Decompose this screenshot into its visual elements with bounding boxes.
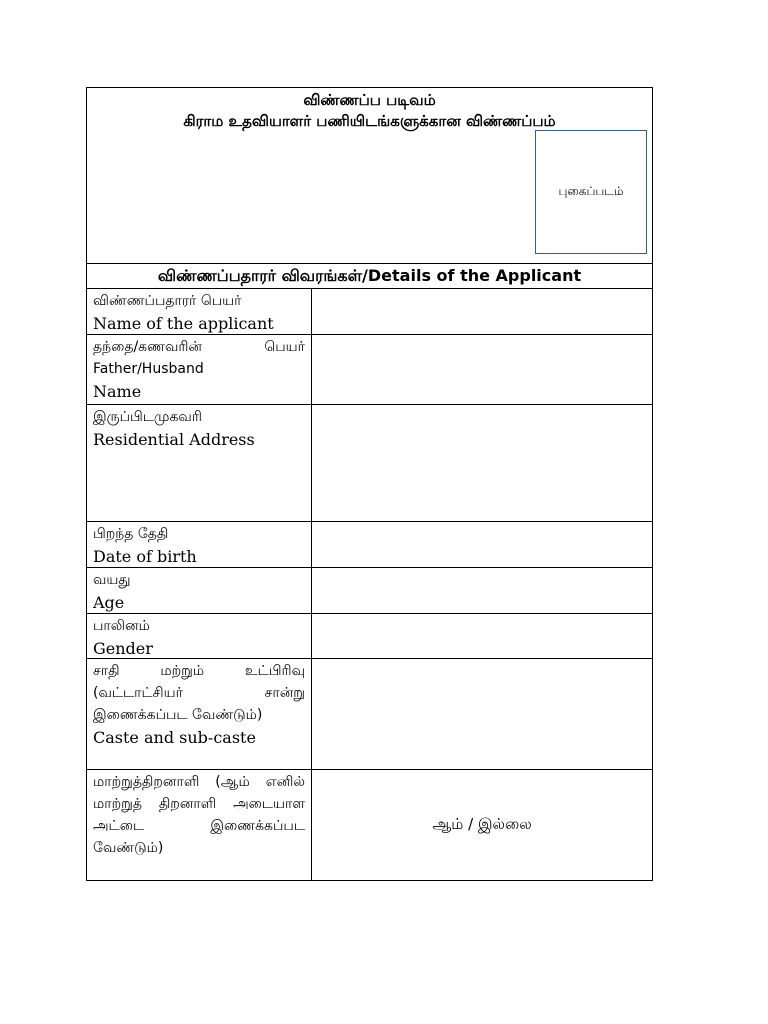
gender-field[interactable] [312,614,652,658]
form-title: விண்ணப்ப படிவம் [303,91,436,109]
row-address [87,405,652,522]
row-dob [87,522,652,568]
caste-field[interactable] [312,659,652,769]
row-disability [87,770,652,880]
label-ta: பிறந்த தேதி [93,526,169,542]
disability-field[interactable] [312,770,652,880]
disability-options: ஆம் / இல்லை [432,815,532,833]
label-ta: மாற்றுத்திறனாளி (ஆம் எனில் மாற்றுத் திறனாளி அடையாள அட்டை இணைக்கப்பட வேண்டும்) [93,774,305,856]
label-age [87,568,312,613]
section-heading: விண்ணப்பதாரர் விவரங்கள்/Details of the Applicant [87,264,652,289]
age-field[interactable] [312,568,652,613]
form-subtitle: கிராம உதவியாளர் பணியிடங்களுக்கான விண்ணப்பம் [183,112,556,130]
row-father-husband [87,335,652,405]
dob-field[interactable] [312,522,652,567]
label-ta: பாலினம் [93,618,150,634]
label-en: Name [93,382,142,401]
row-gender [87,614,652,659]
label-ta: இருப்பிடமுகவரி [93,409,202,425]
label-disability [87,770,312,880]
label-en: Name of the applicant [93,314,274,333]
label-en: Age [93,593,125,612]
label-father-husband [87,335,312,404]
label-ta: விண்ணப்பதாரர் பெயர் [93,293,242,309]
label-ta: தந்தை/கணவரின் பெயர் Father/Husband [93,339,305,377]
photo-box[interactable] [535,130,647,254]
label-address [87,405,312,521]
label-en: Gender [93,639,153,658]
row-caste [87,659,652,770]
label-en: Caste and sub-caste [93,728,256,747]
label-name [87,289,312,334]
name-field[interactable] [312,289,652,334]
label-gender [87,614,312,658]
label-ta: வயது [93,572,131,588]
label-dob [87,522,312,567]
label-en: Residential Address [93,430,255,449]
father-husband-field[interactable] [312,335,652,404]
label-ta: சாதி மற்றும் உட்பிரிவு (வட்டாட்சியர் சான்று இணைக்கப்பட வேண்டும்) [93,663,305,723]
label-caste [87,659,312,769]
address-field[interactable] [312,405,652,521]
label-en: Date of birth [93,547,197,566]
application-form [86,87,653,881]
row-name [87,289,652,335]
form-header [87,88,652,264]
photo-label: புகைப்படம் [558,184,624,198]
row-age [87,568,652,614]
